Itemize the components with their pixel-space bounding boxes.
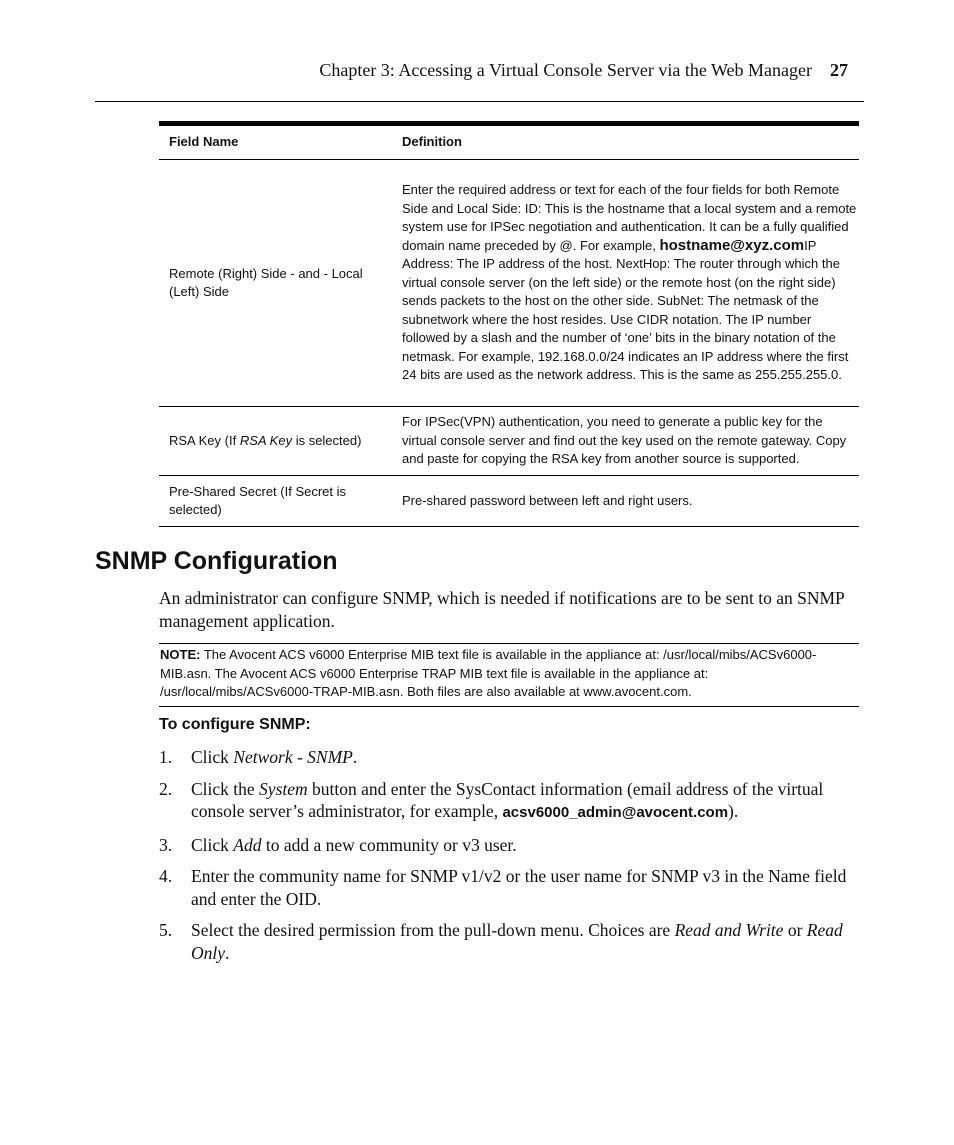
table-row: [159, 476, 859, 527]
column-header-field-name: Field Name: [169, 134, 239, 150]
step-text: button and enter the SysContact information (email address of the virtual console server’s administrator, for example,: [191, 778, 824, 821]
section-title: SNMP Configuration: [95, 547, 338, 575]
step-number: 4.: [159, 866, 173, 886]
field-name-text: RSA Key (If: [169, 432, 240, 448]
step-number: 5.: [159, 920, 173, 940]
note-text: The Avocent ACS v6000 Enterprise MIB text file is available in the appliance at: /usr/local/mibs/ACSv6000-MIB.asn. The Avocent ACS v6000 Enterprise TRAP MIB text file is available in the appliance at: /usr/local/mibs/ACSv6000-TRAP-MIB.asn. Both files are also available at www.avocent.com.: [160, 647, 817, 699]
step-item: [159, 834, 859, 857]
step-emphasis: System: [259, 778, 308, 799]
step-number: 2.: [159, 778, 173, 799]
section-intro: An administrator can configure SNMP, which is needed if notifications are to be sent to an SNMP management application.: [159, 588, 845, 631]
step-emphasis: Network - SNMP: [233, 747, 353, 767]
column-header-definition: Definition: [402, 134, 462, 150]
procedure-steps: [159, 746, 859, 973]
table-row: [159, 160, 859, 407]
procedure-title: To configure SNMP:: [159, 716, 311, 733]
step-item: [159, 865, 859, 910]
step-text: Click: [191, 834, 234, 855]
field-name-cell: Pre-Shared Secret (If Secret is selected): [169, 483, 347, 517]
step-text: to add a new community or v3 user.: [261, 834, 517, 855]
step-emphasis: Read Only: [191, 920, 843, 963]
step-emphasis: Read and Write: [674, 920, 784, 940]
definition-table: [159, 121, 859, 527]
note-box: [159, 643, 859, 707]
field-name-cell: Remote (Right) Side - and - Local (Left) Side: [169, 265, 363, 299]
definition-text: IP Address: The IP address of the host. NextHop: The router through which the virtual console server (on the left side) or the remote host (on the right side) sends packets to the host on the other side. SubNet: The netmask of the subnetwork where the host resides. Use CIDR notation. The IP number followed by a slash and the number of ‘one’ bits in the binary notation of the netmask. For example, 192.168.0.0/24 indicates an IP address where the first 24 bits are used as the network address. This is the same as 255.255.255.0.: [402, 237, 849, 383]
header-rule: [95, 101, 864, 102]
note-label: NOTE:: [160, 647, 201, 662]
step-item: [159, 919, 859, 964]
step-text: .: [352, 747, 358, 767]
chapter-title: Chapter 3: Accessing a Virtual Console Server via the Web Manager: [319, 60, 812, 80]
step-item: [159, 746, 859, 769]
page-header: [0, 57, 848, 83]
step-text: .: [225, 942, 230, 963]
example-email: acsv6000_admin@avocent.com: [502, 804, 729, 821]
step-number: 1.: [159, 747, 173, 767]
example-hostname: hostname@xyz.com: [659, 236, 805, 254]
step-text: or: [783, 920, 807, 940]
field-name-emphasis: RSA Key: [239, 432, 293, 448]
table-row: [159, 407, 859, 476]
field-name-text: is selected): [292, 432, 362, 448]
step-text: Select the desired permission from the pull-down menu. Choices are: [191, 920, 675, 940]
definition-cell: Pre-shared password between left and right users.: [402, 492, 693, 508]
step-text: ).: [728, 801, 739, 821]
step-text: Enter the community name for SNMP v1/v2 or the user name for SNMP v3 in the Name field and enter the OID.: [191, 866, 847, 909]
step-item: [159, 778, 859, 825]
step-emphasis: Add: [233, 834, 262, 855]
step-text: Click: [191, 747, 234, 767]
definition-text: Enter the required address or text for each of the four fields for both Remote Side and Local Side: ID: This is the hostname that a local system and a remote system use for IPSec negotiation and authentication. It can be a fully qualified domain name preceded by @. For example,: [402, 182, 857, 253]
definition-cell: For IPSec(VPN) authentication, you need to generate a public key for the virtual console server and find out the key used on the remote gateway. Copy and paste for copying the RSA key from another source is supported.: [402, 414, 847, 467]
page-number: 27: [830, 60, 848, 80]
field-name-cell: [159, 432, 391, 451]
table-header-row: [159, 126, 859, 160]
step-text: Click the: [191, 778, 260, 799]
step-number: 3.: [159, 834, 173, 855]
definition-cell: [391, 181, 859, 385]
